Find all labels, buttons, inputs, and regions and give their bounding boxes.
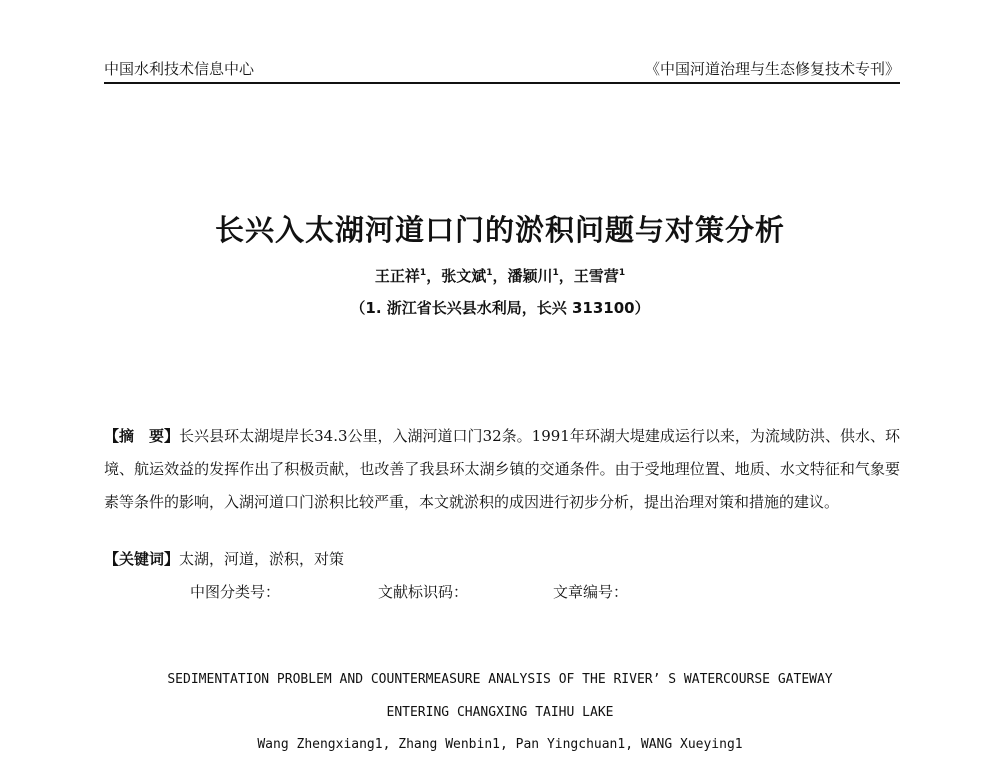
author-affil-mark: 1 [552,268,559,278]
author-name: 王雪营 [573,267,619,285]
abstract [104,420,900,519]
author-affil-mark: 1 [618,268,626,278]
header-right: 《中国河道治理与生态修复技术专刊》 [644,60,900,78]
abstract-text: 长兴县环太湖堤岸长34.3公里，入湖河道口门32条。1991年环湖大堤建成运行以来，为流域防洪、供水、环境、航运效益的发挥作出了积极贡献，也改善了我县环太湖乡镇的交通条件。由于受地理位置、地质、水文特征和气象要素等条件的影响，入湖河道口门淤积比较严重，本文就淤积的成因进行初步分析，提出治理对策和措施的建议。 [104,427,900,511]
author-affil-mark: 1 [419,268,427,278]
author-list [0,265,1000,286]
header-rule [104,82,900,84]
author-affil-mark: 1 [486,268,493,278]
document-code-label: 文献标识码： [378,583,469,601]
keywords-text: 太湖，河道，淤积，对策 [179,550,345,568]
running-header [104,58,900,79]
keywords [104,548,900,569]
abstract-label: 【摘 要】 [104,427,180,445]
author-separator: ， [558,267,574,285]
english-title-line1: SEDIMENTATION PROBLEM AND COUNTERMEASURE ANALYSIS OF THE RIVER’ S WATERCOURSE GATEWAY [167,672,833,687]
affiliation: （1. 浙江省长兴县水利局，长兴 313100） [350,299,650,317]
english-authors: Wang Zhengxiang1, Zhang Wenbin1, Pan Yingchuan1, WANG Xueying1 [257,737,743,752]
header-left: 中国水利技术信息中心 [104,60,255,78]
author-name: 王正祥 [374,267,420,285]
author-name: 张文斌 [441,267,487,285]
article-number-label: 文章编号： [553,583,629,601]
author-name: 潘颖川 [507,267,553,285]
clc-number-label: 中图分类号： [190,583,281,601]
author-separator: ， [492,267,508,285]
keywords-label: 【关键词】 [104,550,180,568]
english-title-line2: ENTERING CHANGXING TAIHU LAKE [386,705,614,720]
author-separator: ， [426,267,442,285]
paper-title: 长兴入太湖河道口门的淤积问题与对策分析 [214,213,785,247]
